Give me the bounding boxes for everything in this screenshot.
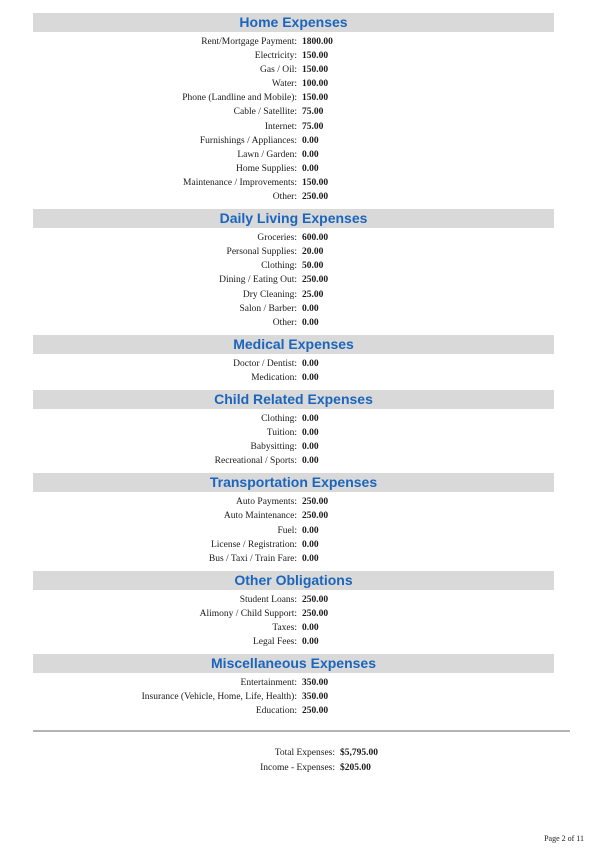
row-label: Student Loans:	[239, 594, 297, 605]
row-label: License / Registration:	[210, 539, 297, 550]
expense-row	[0, 288, 600, 302]
row-value: 0.00	[302, 317, 319, 328]
expense-row	[0, 440, 600, 454]
row-value: 250.00	[302, 608, 329, 619]
expense-row	[0, 454, 600, 468]
expense-section	[0, 571, 600, 649]
row-value: 0.00	[302, 539, 319, 550]
expense-row	[0, 761, 600, 776]
expense-row	[0, 245, 600, 259]
row-value: 600.00	[302, 233, 329, 244]
row-value: 0.00	[302, 303, 319, 314]
row-label: Medication:	[251, 372, 297, 383]
expense-row	[0, 635, 600, 649]
row-label: Cable / Satellite:	[233, 107, 297, 118]
expense-row	[0, 746, 600, 761]
row-label: Water:	[271, 79, 297, 90]
expense-row	[0, 552, 600, 566]
expense-row	[0, 273, 600, 287]
row-label: Clothing:	[261, 261, 297, 272]
section-header-bar	[33, 335, 554, 354]
section-header-bar	[33, 209, 554, 228]
row-value: $5,795.00	[340, 748, 378, 759]
row-value: 0.00	[302, 623, 319, 633]
row-label: Bus / Taxi / Train Fare:	[208, 553, 297, 564]
row-label: Salon / Barber:	[239, 303, 297, 314]
expense-row	[0, 63, 600, 77]
section-header-bar	[33, 390, 554, 409]
expense-row	[0, 49, 600, 63]
row-value: 250.00	[302, 594, 329, 605]
row-label: Dining / Eating Out:	[219, 275, 297, 286]
expense-row	[0, 105, 600, 119]
expense-row	[0, 91, 600, 105]
expense-row	[0, 148, 600, 162]
row-label: Auto Payments:	[236, 497, 297, 508]
expense-section	[0, 209, 600, 330]
row-value: 0.00	[302, 442, 319, 453]
row-value: 25.00	[302, 289, 324, 300]
section-header-bar	[33, 473, 554, 492]
expense-row	[0, 538, 600, 552]
row-label: Legal Fees:	[252, 637, 297, 648]
expense-row	[0, 190, 600, 204]
row-value: 0.00	[302, 149, 319, 160]
expense-row	[0, 231, 600, 245]
page-number: Page 2 of 11	[544, 834, 584, 843]
section-rows	[0, 35, 600, 204]
row-value: 250.00	[302, 275, 329, 286]
expense-row	[0, 77, 600, 91]
row-value: 0.00	[302, 428, 319, 439]
expense-row	[0, 302, 600, 316]
row-value: 0.00	[302, 637, 319, 648]
row-label: Fuel:	[277, 525, 297, 536]
row-value: 250.00	[302, 511, 329, 522]
row-value: 150.00	[302, 93, 329, 104]
row-label: Education:	[255, 706, 297, 717]
row-value: 0.00	[302, 413, 319, 424]
row-label: Babysitting:	[250, 442, 297, 453]
expense-row	[0, 426, 600, 440]
row-label: Insurance (Vehicle, Home, Life, Health):	[141, 692, 297, 703]
row-value: 150.00	[302, 65, 329, 76]
section-rows	[0, 412, 600, 468]
expense-row	[0, 316, 600, 330]
expense-section	[0, 390, 600, 468]
row-label: Internet:	[264, 121, 297, 132]
row-value: 50.00	[302, 261, 324, 272]
section-rows	[0, 357, 600, 385]
row-label: Taxes:	[272, 623, 297, 633]
expense-section	[0, 13, 600, 204]
row-label: Maintenance / Improvements:	[183, 177, 297, 188]
expense-row	[0, 357, 600, 371]
row-value: 0.00	[302, 553, 319, 564]
row-label: Rent/Mortgage Payment:	[201, 37, 297, 47]
row-value: $205.00	[340, 763, 371, 774]
row-label: Recreational / Sports:	[214, 456, 297, 467]
expense-row	[0, 704, 600, 718]
row-label: Home Supplies:	[236, 163, 297, 174]
row-value: 0.00	[302, 135, 319, 146]
expense-row	[0, 259, 600, 273]
expense-row	[0, 120, 600, 134]
expense-section	[0, 473, 600, 565]
row-value: 0.00	[302, 163, 319, 174]
row-label: Other:	[272, 317, 297, 328]
section-title: Miscellaneous Expenses	[211, 655, 376, 672]
row-label: Lawn / Garden:	[237, 149, 297, 160]
section-header-bar	[33, 13, 554, 32]
expense-row	[0, 35, 600, 49]
expense-row	[0, 412, 600, 426]
section-title: Other Obligations	[234, 571, 353, 588]
expense-row	[0, 176, 600, 190]
section-rows	[0, 593, 600, 649]
sections	[0, 13, 600, 718]
row-value: 0.00	[302, 372, 319, 383]
expense-row	[0, 371, 600, 385]
row-label: Total Expenses:	[274, 748, 335, 759]
expense-row	[0, 495, 600, 509]
row-value: 20.00	[302, 247, 324, 258]
section-title: Daily Living Expenses	[219, 210, 368, 227]
row-label: Alimony / Child Support:	[199, 608, 297, 619]
row-label: Clothing:	[261, 413, 297, 424]
row-value: 0.00	[302, 525, 319, 536]
expense-row	[0, 676, 600, 690]
section-title: Home Expenses	[239, 14, 348, 30]
row-value: 75.00	[302, 121, 324, 132]
expense-row	[0, 162, 600, 176]
row-label: Auto Maintenance:	[223, 511, 297, 522]
section-rows	[0, 676, 600, 718]
section-rows	[0, 231, 600, 330]
row-value: 250.00	[302, 192, 329, 203]
row-label: Gas / Oil:	[260, 65, 297, 76]
row-label: Other:	[272, 192, 297, 203]
row-value: 250.00	[302, 706, 329, 717]
row-value: 0.00	[302, 358, 319, 369]
section-title: Child Related Expenses	[214, 390, 373, 407]
row-value: 75.00	[302, 107, 324, 118]
section-title: Transportation Expenses	[209, 474, 378, 491]
expense-row	[0, 621, 600, 635]
row-value: 150.00	[302, 51, 329, 62]
section-rows	[0, 495, 600, 565]
row-value: 250.00	[302, 497, 329, 508]
row-label: Electricity:	[254, 51, 297, 62]
expense-row	[0, 509, 600, 523]
totals-divider	[33, 730, 570, 732]
row-label: Income - Expenses:	[260, 763, 335, 774]
row-label: Tuition:	[266, 428, 297, 439]
row-label: Furnishings / Appliances:	[199, 135, 297, 146]
row-label: Personal Supplies:	[226, 247, 297, 258]
row-label: Phone (Landline and Mobile):	[182, 93, 297, 104]
totals	[0, 746, 600, 776]
row-label: Doctor / Dentist:	[233, 358, 297, 369]
row-value: 1800.00	[302, 37, 333, 47]
expense-row	[0, 134, 600, 148]
row-label: Entertainment:	[240, 678, 297, 689]
row-value: 350.00	[302, 692, 329, 703]
row-value: 100.00	[302, 79, 329, 90]
row-value: 350.00	[302, 678, 329, 689]
expense-row	[0, 593, 600, 607]
row-label: Groceries:	[257, 233, 297, 244]
expense-section	[0, 654, 600, 718]
expense-row	[0, 690, 600, 704]
expense-section	[0, 335, 600, 385]
section-header-bar	[33, 654, 554, 673]
expense-row	[0, 524, 600, 538]
row-value: 0.00	[302, 456, 319, 467]
section-title: Medical Expenses	[233, 335, 354, 352]
row-label: Dry Cleaning:	[242, 289, 297, 300]
expense-row	[0, 607, 600, 621]
row-value: 150.00	[302, 177, 329, 188]
section-header-bar	[33, 571, 554, 590]
